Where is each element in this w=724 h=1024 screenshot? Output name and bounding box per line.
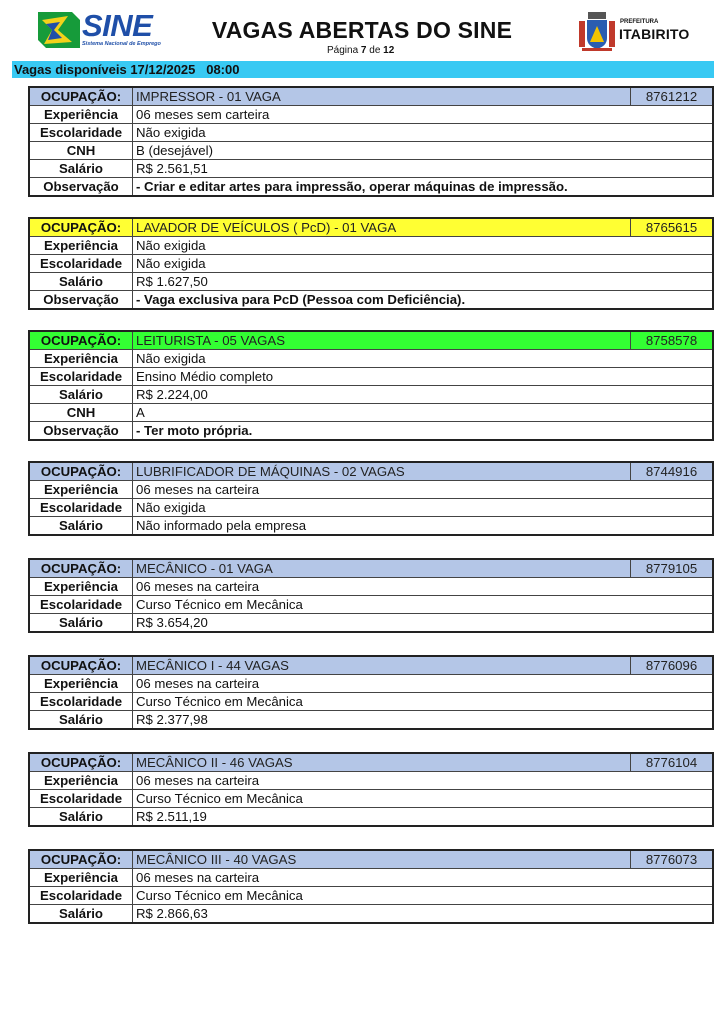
detail-value: R$ 2.866,63 (133, 905, 714, 924)
job-detail-row (29, 404, 713, 422)
job-detail-row (29, 368, 713, 386)
job-detail-row (29, 481, 713, 499)
job-title: LUBRIFICADOR DE MÁQUINAS - 02 VAGAS (133, 462, 631, 481)
job-title: MECÂNICO I - 44 VAGAS (133, 656, 631, 675)
detail-value: A (133, 404, 714, 422)
detail-value: R$ 3.654,20 (133, 614, 714, 633)
detail-label: Escolaridade (29, 499, 133, 517)
occupation-label: OCUPAÇÃO: (29, 656, 133, 675)
itabirito-logo (578, 12, 688, 52)
detail-label: Escolaridade (29, 368, 133, 386)
occupation-label: OCUPAÇÃO: (29, 218, 133, 237)
job-title: LEITURISTA - 05 VAGAS (133, 331, 631, 350)
detail-label: Escolaridade (29, 596, 133, 614)
sine-logo-word: SINE (82, 8, 153, 43)
detail-label: CNH (29, 404, 133, 422)
job-code: 8779105 (631, 559, 714, 578)
page-of: de (369, 45, 381, 56)
detail-value: Não exigida (133, 255, 714, 273)
detail-value: R$ 2.511,19 (133, 808, 714, 827)
job-header-row (29, 218, 713, 237)
occupation-label: OCUPAÇÃO: (29, 462, 133, 481)
job-detail-row (29, 517, 713, 536)
job-header-row (29, 753, 713, 772)
detail-value: Não exigida (133, 237, 714, 255)
detail-value: 06 meses na carteira (133, 675, 714, 693)
detail-label: Salário (29, 517, 133, 536)
availability-date: Vagas disponíveis 17/12/2025 08:00 (14, 62, 240, 77)
detail-label: Salário (29, 273, 133, 291)
detail-label: Experiência (29, 481, 133, 499)
job-table (28, 752, 714, 827)
job-detail-row (29, 499, 713, 517)
city-logo-name: ITABIRITO (619, 26, 690, 42)
job-detail-row (29, 273, 713, 291)
job-detail-row (29, 422, 713, 441)
job-table (28, 330, 714, 441)
detail-label: Observação (29, 291, 133, 310)
job-detail-row (29, 350, 713, 368)
occupation-label: OCUPAÇÃO: (29, 753, 133, 772)
job-header-row (29, 462, 713, 481)
job-code: 8744916 (631, 462, 714, 481)
job-detail-row (29, 772, 713, 790)
detail-label: Observação (29, 422, 133, 441)
detail-value: Não informado pela empresa (133, 517, 714, 536)
job-detail-row (29, 178, 713, 197)
detail-label: Escolaridade (29, 124, 133, 142)
job-detail-row (29, 614, 713, 633)
detail-value: Não exigida (133, 499, 714, 517)
detail-value: R$ 1.627,50 (133, 273, 714, 291)
job-title: MECÂNICO III - 40 VAGAS (133, 850, 631, 869)
job-title: MECÂNICO - 01 VAGA (133, 559, 631, 578)
detail-value: R$ 2.224,00 (133, 386, 714, 404)
detail-label: Observação (29, 178, 133, 197)
detail-value: R$ 2.377,98 (133, 711, 714, 730)
job-detail-row (29, 905, 713, 924)
occupation-label: OCUPAÇÃO: (29, 559, 133, 578)
detail-value: Não exigida (133, 350, 714, 368)
detail-label: Experiência (29, 772, 133, 790)
job-detail-row (29, 869, 713, 887)
job-detail-row (29, 255, 713, 273)
job-code: 8776096 (631, 656, 714, 675)
detail-value: 06 meses na carteira (133, 481, 714, 499)
job-table (28, 849, 714, 924)
detail-value: Ensino Médio completo (133, 368, 714, 386)
detail-label: Experiência (29, 578, 133, 596)
job-detail-row (29, 237, 713, 255)
job-header-row (29, 656, 713, 675)
job-detail-row (29, 160, 713, 178)
detail-value: Curso Técnico em Mecânica (133, 790, 714, 808)
detail-value: - Ter moto própria. (133, 422, 714, 441)
job-table (28, 461, 714, 536)
detail-value: Curso Técnico em Mecânica (133, 596, 714, 614)
detail-label: Experiência (29, 106, 133, 124)
job-table (28, 558, 714, 633)
detail-value: Não exigida (133, 124, 714, 142)
job-detail-row (29, 142, 713, 160)
job-header-row (29, 559, 713, 578)
detail-label: Salário (29, 711, 133, 730)
detail-value: 06 meses na carteira (133, 869, 714, 887)
job-table (28, 217, 714, 310)
job-code: 8776073 (631, 850, 714, 869)
city-coat-of-arms-icon (578, 12, 616, 52)
job-title: LAVADOR DE VEÍCULOS ( PcD) - 01 VAGA (133, 218, 631, 237)
job-code: 8758578 (631, 331, 714, 350)
job-table (28, 655, 714, 730)
detail-label: Escolaridade (29, 255, 133, 273)
job-detail-row (29, 386, 713, 404)
detail-label: Experiência (29, 869, 133, 887)
job-code: 8765615 (631, 218, 714, 237)
job-detail-row (29, 887, 713, 905)
job-detail-row (29, 596, 713, 614)
job-table (28, 86, 714, 197)
detail-label: Salário (29, 905, 133, 924)
occupation-label: OCUPAÇÃO: (29, 331, 133, 350)
job-header-row (29, 87, 713, 106)
detail-value: 06 meses sem carteira (133, 106, 714, 124)
page-title: VAGAS ABERTAS DO SINE (211, 17, 513, 43)
page-current: 7 (360, 45, 367, 56)
detail-value: Curso Técnico em Mecânica (133, 887, 714, 905)
page-header (0, 0, 724, 60)
page-total: 12 (383, 45, 395, 56)
job-code: 8776104 (631, 753, 714, 772)
job-detail-row (29, 124, 713, 142)
detail-value: 06 meses na carteira (133, 578, 714, 596)
detail-value: 06 meses na carteira (133, 772, 714, 790)
page-label: Página (327, 45, 359, 56)
job-detail-row (29, 808, 713, 827)
city-logo-prefix: PREFEITURA (620, 19, 659, 25)
job-detail-row (29, 711, 713, 730)
detail-label: Experiência (29, 675, 133, 693)
detail-label: Salário (29, 160, 133, 178)
page-indicator (327, 45, 394, 56)
detail-value: B (desejável) (133, 142, 714, 160)
detail-value: - Vaga exclusiva para PcD (Pessoa com Deficiência). (133, 291, 714, 310)
job-title: IMPRESSOR - 01 VAGA (133, 87, 631, 106)
detail-label: CNH (29, 142, 133, 160)
detail-label: Escolaridade (29, 790, 133, 808)
job-title: MECÂNICO II - 46 VAGAS (133, 753, 631, 772)
job-detail-row (29, 291, 713, 310)
sine-logo-subtitle: Sistema Nacional de Emprego (82, 41, 161, 47)
job-detail-row (29, 693, 713, 711)
availability-bar (12, 61, 714, 78)
detail-label: Salário (29, 614, 133, 633)
job-code: 8761212 (631, 87, 714, 106)
job-header-row (29, 331, 713, 350)
detail-label: Escolaridade (29, 693, 133, 711)
detail-value: - Criar e editar artes para impressão, operar máquinas de impressão. (133, 178, 714, 197)
detail-label: Experiência (29, 350, 133, 368)
occupation-label: OCUPAÇÃO: (29, 87, 133, 106)
job-detail-row (29, 106, 713, 124)
job-detail-row (29, 675, 713, 693)
detail-label: Salário (29, 808, 133, 827)
detail-value: R$ 2.561,51 (133, 160, 714, 178)
detail-label: Escolaridade (29, 887, 133, 905)
job-header-row (29, 850, 713, 869)
detail-label: Salário (29, 386, 133, 404)
detail-value: Curso Técnico em Mecânica (133, 693, 714, 711)
job-detail-row (29, 790, 713, 808)
occupation-label: OCUPAÇÃO: (29, 850, 133, 869)
detail-label: Experiência (29, 237, 133, 255)
job-detail-row (29, 578, 713, 596)
